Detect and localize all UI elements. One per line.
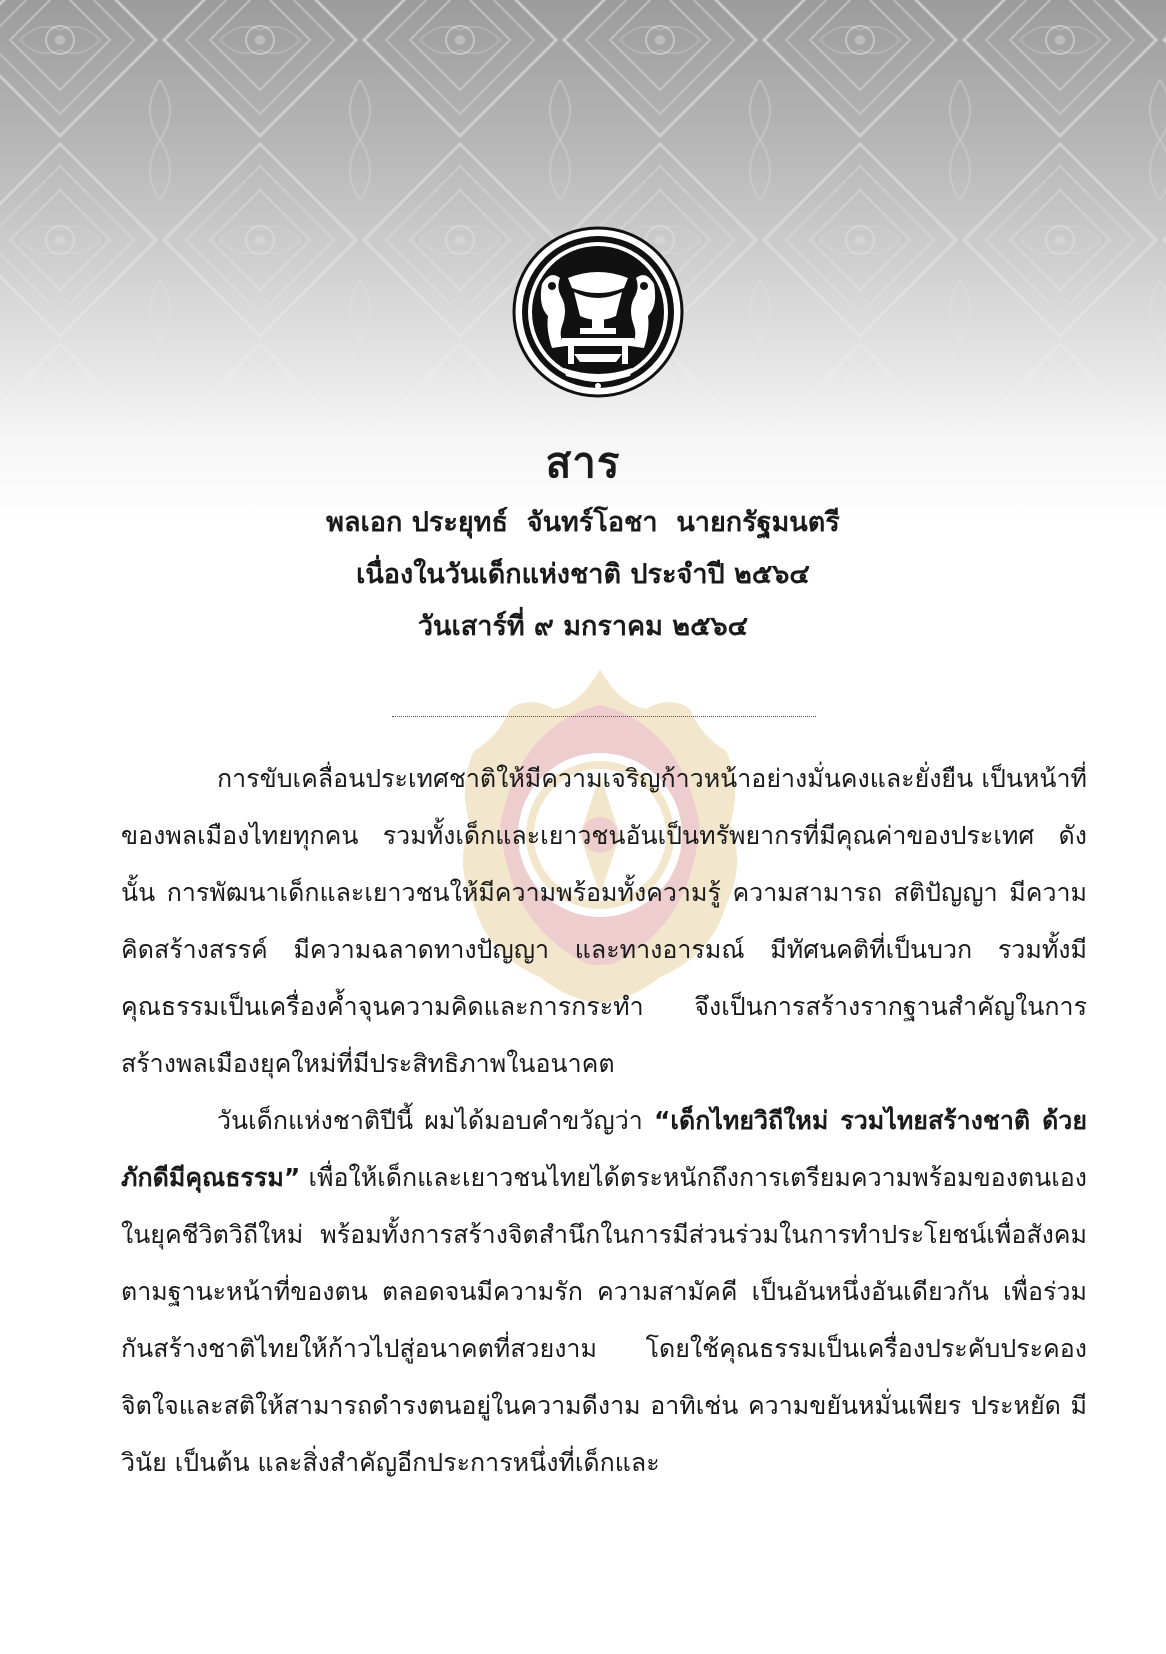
paragraph-2-rest: เพื่อให้เด็กและเยาวชนไทยได้ตระหนักถึงการเตรียมความพร้อมของตนเองในยุคชีวิตวิถีใหม่ พร้อมทั้งการสร้างจิตสำนึกในการมีส่วนร่วมในการทำประโยชน์เพื่อสังคมตามฐานะหน้าที่ของตน ตลอดจนมีความรัก ความสามัคคี เป็นอันหนึ่งอันเดียวกัน เพื่อร่วมกันสร้างชาติไทยให้ก้าวไปสู่อนาคตที่สวยงาม โดยใช้คุณธรรมเป็นเครื่องประคับประคองจิตใจและสติให้สามารถดำรงตนอยู่ในความดีงาม อาทิเช่น ความขยันหมั่นเพียร ประหยัด มีวินัย เป็นต้น และสิ่งสำคัญอีกประการหนึ่งที่เด็กและ (121, 1163, 1087, 1477)
paragraph-2-lead: วันเด็กแห่งชาติปีนี้ ผมได้มอบคำขวัญว่า (217, 1106, 654, 1135)
speaker-line: พลเอก ประยุทธ์ จันทร์โอชา นายกรัฐมนตรี (326, 507, 840, 538)
document-title: สาร (545, 438, 621, 487)
date-line: วันเสาร์ที่ ๙ มกราคม ๒๕๖๔ (417, 611, 749, 642)
message-body (121, 750, 1087, 1491)
paragraph-2 (121, 1092, 1087, 1491)
dotted-divider (392, 716, 816, 717)
paragraph-1: การขับเคลื่อนประเทศชาติให้มีความเจริญก้าวหน้าอย่างมั่นคงและยั่งยืน เป็นหน้าที่ของพลเมืองไทยทุกคน รวมทั้งเด็กและเยาวชนอันเป็นทรัพยากรที่มีคุณค่าของประเทศ ดังนั้น การพัฒนาเด็กและเยาวชนให้มีความพร้อมทั้งความรู้ ความสามารถ สติปัญญา มีความคิดสร้างสรรค์ มีความฉลาดทางปัญญา และทางอารมณ์ มีทัศนคติที่เป็นบวก รวมทั้งมีคุณธรรมเป็นเครื่องค้ำจุนความคิดและการกระทำ จึงเป็นการสร้างรากฐานสำคัญในการสร้างพลเมืองยุคใหม่ที่มีประสิทธิภาพในอนาคต (121, 764, 1087, 1078)
government-seal-icon (512, 226, 684, 398)
occasion-line: เนื่องในวันเด็กแห่งชาติ ประจำปี ๒๕๖๔ (356, 559, 810, 590)
children-day-motto: “เด็กไทยวิถีใหม่ รวมไทยสร้างชาติ ด้วยภักดีมีคุณธรรม” (121, 1106, 1087, 1192)
